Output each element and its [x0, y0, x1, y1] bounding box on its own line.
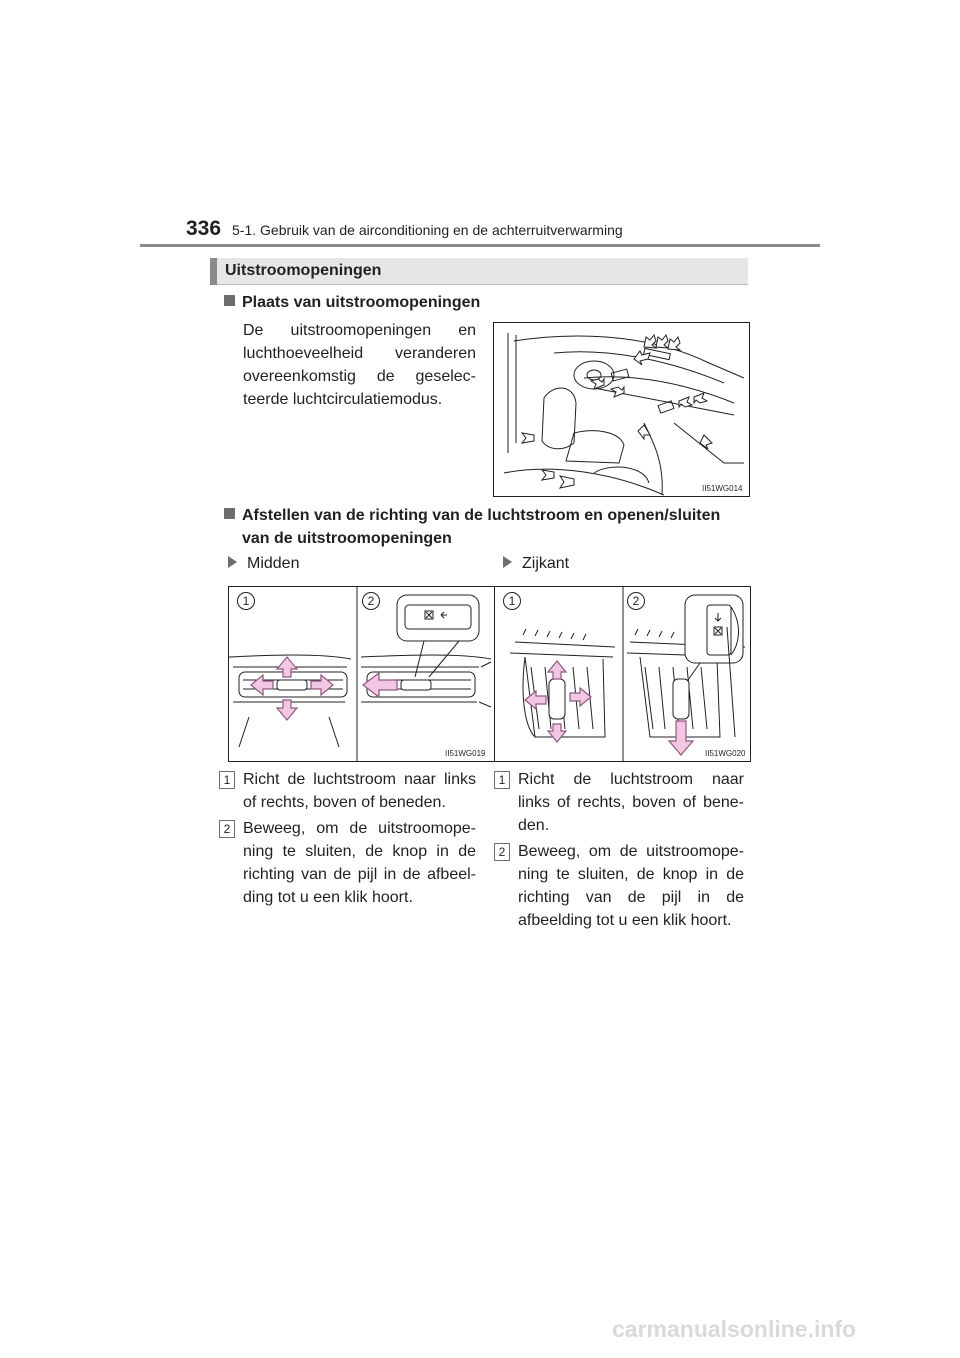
- arrow-up-icon: [548, 661, 566, 679]
- arrow-up-icon: [277, 657, 297, 677]
- adjust-heading-line: van de uitstroomopeningen: [242, 530, 452, 547]
- dashboard-vents-figure: [493, 322, 750, 497]
- location-heading-text: Plaats van uitstroomopeningen: [242, 294, 481, 311]
- section-title: Uitstroomopeningen: [225, 262, 382, 279]
- middle-label: [228, 555, 299, 573]
- location-line: teerde luchtcirculatiemodus.: [243, 391, 443, 408]
- arrow-right-icon: [570, 688, 591, 706]
- header-divider: [140, 244, 820, 247]
- arrow-down-icon: [277, 700, 297, 720]
- middle-vent-illustration: [229, 587, 496, 761]
- side-item-2-text: [518, 840, 744, 932]
- location-line: luchthoeveelheid veranderen: [243, 345, 476, 362]
- arrow-close-icon: [669, 721, 693, 755]
- middle-vent-figure: [228, 586, 497, 762]
- callout-2: 2: [362, 592, 380, 610]
- item-line: Beweeg, om de uitstroomope-: [243, 820, 476, 837]
- item-line: richting van de pijl in de afbeel-: [243, 866, 476, 883]
- item-line: Richt de luchtstroom naar links: [243, 771, 476, 788]
- arrow-right-icon: [311, 675, 333, 695]
- arrow-left-icon: [251, 675, 273, 695]
- item-number: 2: [219, 820, 235, 838]
- page-number: 336: [186, 217, 222, 240]
- item-number: 2: [494, 843, 510, 861]
- item-line: richting van de pijl in de: [518, 889, 744, 906]
- dashboard-illustration: [494, 323, 749, 496]
- side-vent-illustration: [495, 587, 750, 761]
- arrow-close-icon: [363, 673, 397, 697]
- side-item-1-text: [518, 768, 744, 837]
- section-heading-bar: [210, 258, 748, 285]
- item-number: 1: [219, 771, 235, 789]
- figure-code: II51WG014: [702, 484, 743, 493]
- watermark: carmanualsonline.info: [612, 1316, 857, 1342]
- item-line: den.: [518, 817, 550, 834]
- adjust-heading: [224, 504, 754, 550]
- item-line: afbeelding tot u een klik hoort.: [518, 912, 732, 929]
- figure-code: II51WG020: [705, 749, 746, 758]
- side-vent-figure: [494, 586, 751, 762]
- callout-2: 2: [627, 592, 645, 610]
- square-bullet-icon: [224, 295, 235, 306]
- figure-code: II51WG019: [445, 749, 486, 758]
- middle-item-2-text: [243, 817, 476, 909]
- arrow-left-icon: [525, 691, 546, 709]
- item-line: of rechts, boven of beneden.: [243, 794, 446, 811]
- item-line: ding tot u een klik hoort.: [243, 889, 413, 906]
- item-line: ning te sluiten, de knop in de: [518, 866, 744, 883]
- location-line: overeenkomstig de geselec-: [243, 368, 476, 385]
- item-line: Beweeg, om de uitstroomope-: [518, 843, 744, 860]
- section-accent: [210, 258, 217, 285]
- triangle-bullet-icon: [228, 556, 237, 568]
- callout-1: 1: [503, 592, 521, 610]
- item-line: links of rechts, boven of bene-: [518, 794, 744, 811]
- location-heading: [224, 291, 480, 314]
- location-paragraph: [243, 319, 476, 411]
- chapter-title: 5-1. Gebruik van de airconditioning en de achterruitverwarming: [232, 222, 623, 238]
- square-bullet-icon: [224, 508, 235, 519]
- callout-1: 1: [237, 592, 255, 610]
- middle-item-1-text: [243, 768, 476, 814]
- middle-label-text: Midden: [247, 555, 300, 572]
- side-label: [503, 555, 569, 573]
- item-line: ning te sluiten, de knop in de: [243, 843, 476, 860]
- airflow-arrow-icon: [634, 351, 650, 365]
- item-line: Richt de luchtstroom naar: [518, 771, 744, 788]
- triangle-bullet-icon: [503, 556, 512, 568]
- location-line: De uitstroomopeningen en: [243, 322, 476, 339]
- adjust-heading-line: Afstellen van de richting van de luchtstroom en openen/sluiten: [242, 507, 721, 524]
- side-label-text: Zijkant: [522, 555, 570, 572]
- item-number: 1: [494, 771, 510, 789]
